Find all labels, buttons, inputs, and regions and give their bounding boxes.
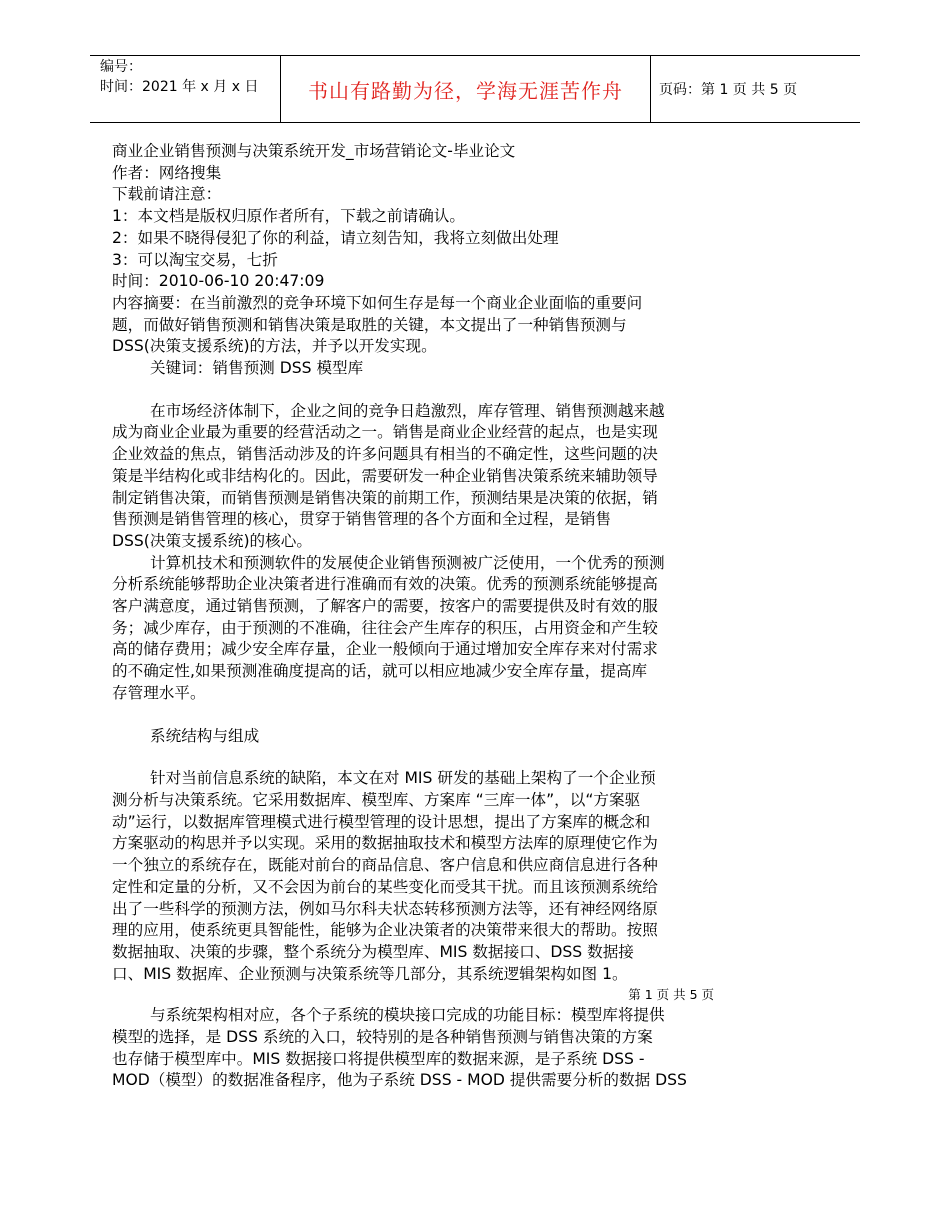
abstract-line: 题，而做好销售预测和销售决策是取胜的关键，本文提出了一种销售预测与 bbox=[112, 315, 627, 334]
page-number: 第 1 页 共 5 页 bbox=[628, 987, 714, 1003]
paragraph-line: 数据抽取、决策的步骤，整个系统分为模型库、MIS 数据接口、DSS 数据接 bbox=[112, 942, 634, 961]
doc-author: 作者：网络搜集 bbox=[112, 163, 222, 182]
paragraph-line: 模型的选择，是 DSS 系统的入口，较特别的是各种销售预测与销售决策的方案 bbox=[112, 1028, 653, 1047]
paragraph-line: 的不确定性,如果预测准确度提高的话，就可以相应地减少安全库存量，提高库 bbox=[112, 662, 648, 681]
paragraph-line: 也存储于模型库中。MIS 数据接口将提供模型库的数据来源，是子系统 DSS - bbox=[112, 1049, 645, 1068]
paragraph-line: 理的应用，使系统更具智能性，能够为企业决策者的决策带来很大的帮助。按照 bbox=[112, 921, 658, 940]
header-meta bbox=[100, 57, 258, 97]
paragraph-line: 客户满意度，通过销售预测，了解客户的需要，按客户的需要提供及时有效的服 bbox=[112, 597, 658, 616]
notice-item: 2：如果不晓得侵犯了你的利益，请立刻告知，我将立刻做出处理 bbox=[112, 228, 559, 247]
document-body bbox=[112, 141, 772, 1092]
paragraph-line: 测分析与决策系统。它采用数据库、模型库、方案库 “三库一体”，以“方案驱 bbox=[112, 790, 641, 809]
paragraph-line: 存管理水平。 bbox=[112, 683, 206, 702]
paragraph-line: 分析系统能够帮助企业决策者进行准确而有效的决策。优秀的预测系统能够提高 bbox=[112, 575, 658, 594]
header-motto: 书山有路勤为径，学海无涯苦作舟 bbox=[308, 78, 623, 103]
paragraph-line: DSS(决策支援系统)的核心。 bbox=[112, 531, 312, 550]
paragraph-line: 口、MIS 数据库、企业预测与决策系统等几部分，其系统逻辑架构如图 1。 bbox=[112, 964, 628, 983]
paragraph-line: 针对当前信息系统的缺陷，本文在对 MIS 研发的基础上架构了一个企业预 bbox=[150, 769, 656, 788]
spacer bbox=[112, 705, 772, 726]
paragraph-line: 方案驱动的构思并予以实现。采用的数据抽取技术和模型方法库的原理使它作为 bbox=[112, 834, 658, 853]
paragraph-line: 策是半结构化或非结构化的。因此，需要研发一种企业销售决策系统来辅助领导 bbox=[112, 466, 658, 485]
notice-item: 3：可以淘宝交易，七折 bbox=[112, 250, 278, 269]
paragraph-line: 在市场经济体制下，企业之间的竞争日趋激烈，库存管理、销售预测越来越 bbox=[150, 401, 665, 420]
paragraph-line: MOD（模型）的数据准备程序，他为子系统 DSS - MOD 提供需要分析的数据 DSS bbox=[112, 1071, 687, 1090]
paragraph-line: 高的储存费用；减少安全库存量，企业一般倾向于通过增加安全库存来对付需求 bbox=[112, 640, 658, 659]
keywords: 关键词：销售预测 DSS 模型库 bbox=[150, 359, 364, 378]
paragraph-line: 务；减少库存，由于预测的不准确，往往会产生库存的积压，占用资金和产生较 bbox=[112, 618, 658, 637]
abstract-line: 内容摘要：在当前激烈的竞争环境下如何生存是每一个商业企业面临的重要问 bbox=[112, 293, 643, 312]
abstract-line: DSS(决策支援系统)的方法，并予以开发实现。 bbox=[112, 337, 437, 356]
paragraph-line: 一个独立的系统存在，既能对前台的商品信息、客户信息和供应商信息进行各种 bbox=[112, 856, 658, 875]
paragraph-line: 售预测是销售管理的核心，贯穿于销售管理的各个方面和全过程，是销售 bbox=[112, 510, 612, 529]
paragraph-line: 计算机技术和预测软件的发展使企业销售预测被广泛使用，一个优秀的预测 bbox=[150, 553, 665, 572]
doc-time: 时间：2010-06-10 20:47:09 bbox=[112, 272, 325, 291]
page-header bbox=[90, 55, 860, 123]
paragraph-line: 企业效益的焦点，销售活动涉及的许多问题具有相当的不确定性，这些问题的决 bbox=[112, 445, 658, 464]
notice-title: 下载前请注意： bbox=[112, 185, 222, 204]
paragraph-line: 与系统架构相对应，各个子系统的模块接口完成的功能目标：模型库将提供 bbox=[150, 1006, 665, 1025]
paragraph-line: 出了一些科学的预测方法，例如马尔科夫状态转移预测方法等，还有神经网络原 bbox=[112, 899, 658, 918]
paragraph-line: 成为商业企业最为重要的经营活动之一。销售是商业企业经营的起点，也是实现 bbox=[112, 423, 658, 442]
spacer bbox=[112, 747, 772, 768]
spacer bbox=[112, 380, 772, 401]
paragraph-line: 定性和定量的分析，又不会因为前台的某些变化而受其干扰。而且该预测系统给 bbox=[112, 877, 658, 896]
header-page-label: 页码：第 1 页 共 5 页 bbox=[659, 82, 798, 98]
header-divider bbox=[650, 56, 651, 122]
paragraph-line: 动”运行，以数据库管理模式进行模型管理的设计思想，提出了方案库的概念和 bbox=[112, 812, 651, 831]
notice-item: 1：本文档是版权归原作者所有，下载之前请确认。 bbox=[112, 207, 465, 226]
header-time-label: 时间：2021 年 x 月 x 日 bbox=[100, 79, 259, 95]
header-number-label: 编号： bbox=[100, 59, 142, 75]
section-title: 系统结构与组成 bbox=[150, 726, 260, 745]
doc-title: 商业企业销售预测与决策系统开发_市场营销论文-毕业论文 bbox=[112, 142, 516, 160]
paragraph-line: 制定销售决策，而销售预测是销售决策的前期工作，预测结果是决策的依据，销 bbox=[112, 488, 658, 507]
